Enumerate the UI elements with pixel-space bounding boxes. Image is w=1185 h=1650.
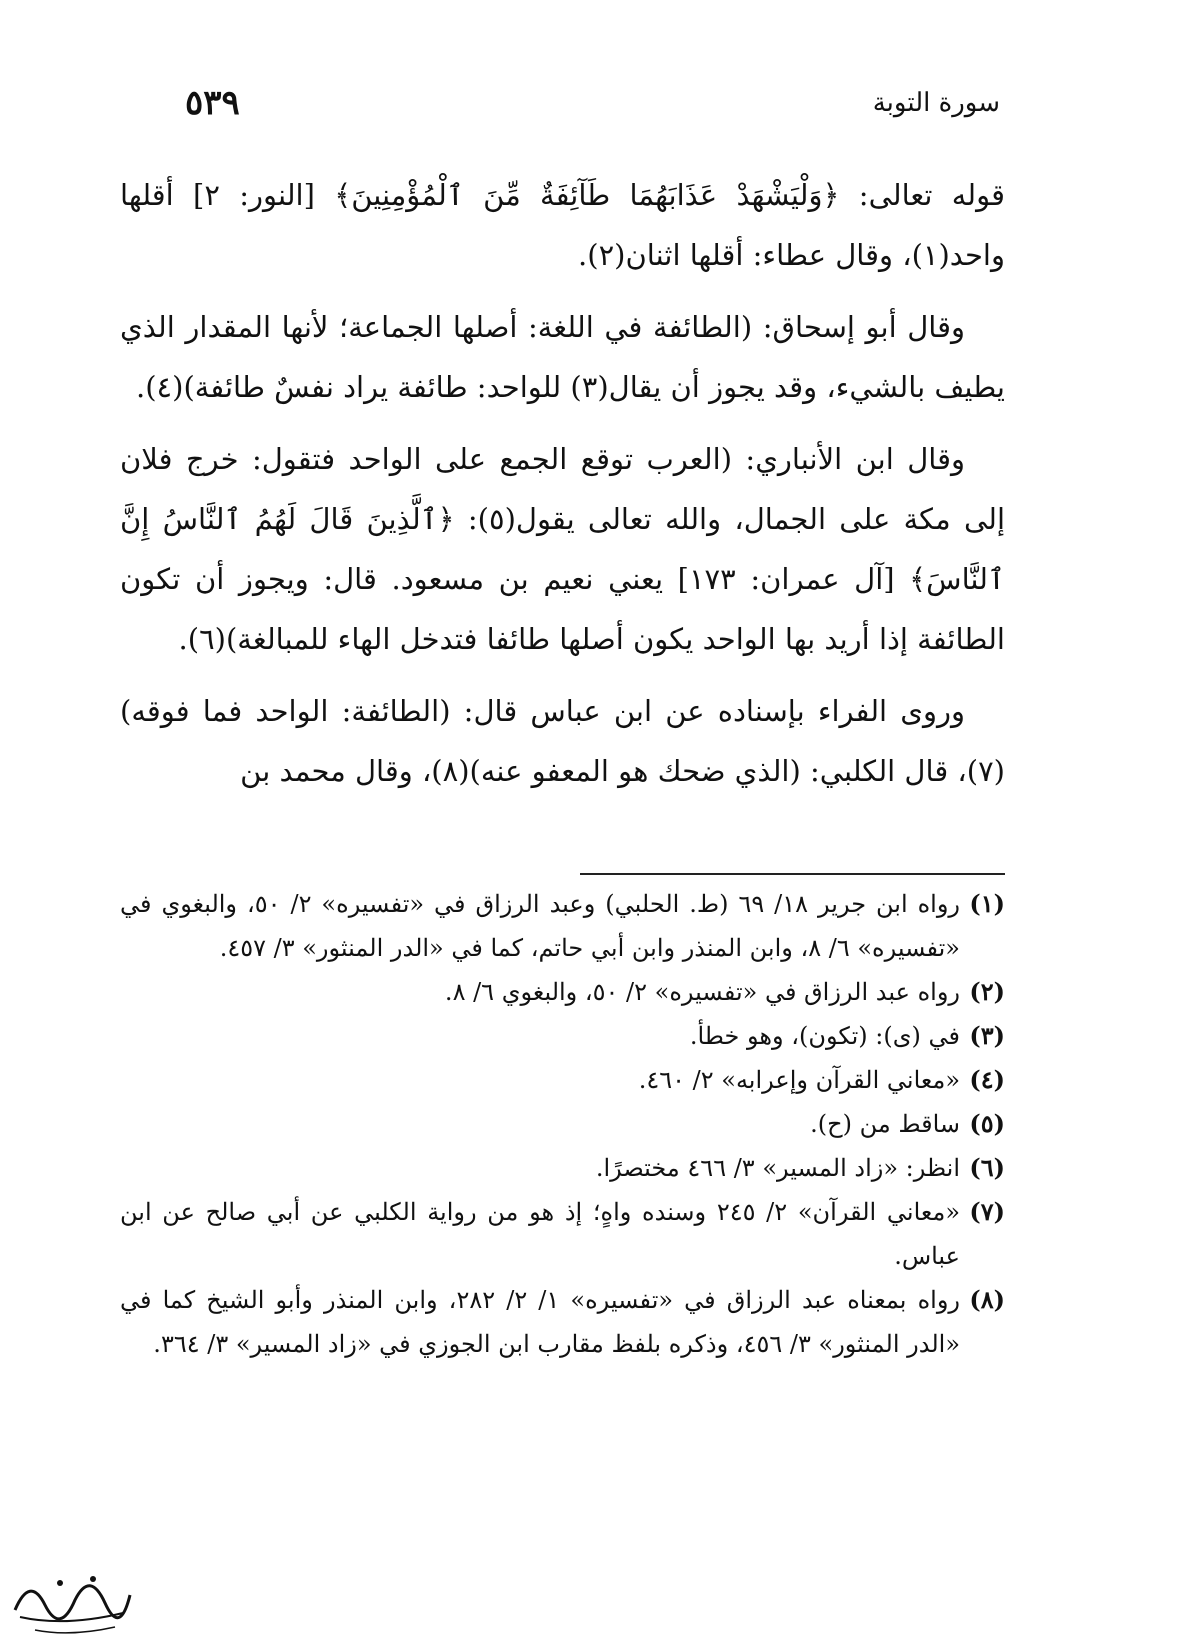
footnote-item [120, 1014, 1005, 1058]
footnote-number: (٥) [969, 1109, 1005, 1138]
footnote-number: (١) [969, 889, 1005, 918]
footnote-item [120, 882, 1005, 970]
footnote-number: (٤) [969, 1065, 1005, 1094]
footnote-item [120, 1058, 1005, 1102]
footnote-item [120, 970, 1005, 1014]
footnote-number: (٢) [969, 977, 1005, 1006]
paragraph-3: وقال ابن الأنباري: (العرب توقع الجمع على الواحد فتقول: خرج فلان إلى مكة على الجمال، والله تعالى يقول(٥): ﴿ٱلَّذِينَ قَالَ لَهُمُ ٱلنَّاسُ إِنَّ ٱلنَّاسَ﴾ [آل عمران: ١٧٣] يعني نعيم بن مسعود. قال: ويجوز أن تكون الطائفة إذا أريد بها الواحد يكون أصلها طائفا فتدخل الهاء للمبالغة)(٦). [120, 442, 1006, 656]
footnote-text: رواه عبد الرزاق في «تفسيره» ٢/ ٥٠، والبغوي ٦/ ٨. [444, 978, 960, 1006]
footnote-number: (٦) [969, 1153, 1005, 1182]
footnote-text: في (ى): (تكون)، وهو خطأ. [689, 1022, 960, 1050]
page-header [185, 78, 1000, 128]
footnote-item [120, 1190, 1005, 1278]
footnote-item [120, 1278, 1005, 1366]
main-text [120, 165, 1005, 813]
paragraph-2: وقال أبو إسحاق: (الطائفة في اللغة: أصلها الجماعة؛ لأنها المقدار الذي يطيف بالشيء، وقد يجوز أن يقال(٣) للواحد: طائفة يراد نفسٌ طائفة)(٤). [120, 310, 1005, 404]
page-number: ٥٣٩ [185, 83, 240, 123]
footnote-number: (٨) [969, 1285, 1005, 1314]
footnote-number: (٧) [969, 1197, 1005, 1226]
footnote-item [120, 1102, 1005, 1146]
footnote-text: ساقط من (ح). [810, 1110, 960, 1138]
footnote-item [120, 1146, 1005, 1190]
footnote-text: انظر: «زاد المسير» ٣/ ٤٦٦ مختصرًا. [595, 1154, 960, 1182]
footnote-text: رواه بمعناه عبد الرزاق في «تفسيره» ١/ ٢/ ٢٨٢، وابن المنذر وأبو الشيخ كما في «الدر المنثور» ٣/ ٤٥٦، وذكره بلفظ مقارب ابن الجوزي في «زاد المسير» ٣/ ٣٦٤. [120, 1286, 961, 1358]
paragraph-1: قوله تعالى: ﴿وَلْيَشْهَدْ عَذَابَهُمَا طَآئِفَةٌ مِّنَ ٱلْمُؤْمِنِينَ﴾ [النور: ٢] أقلها واحد(١)، وقال عطاء: أقلها اثنان(٢). [120, 178, 1005, 272]
paragraph-4: وروى الفراء بإسناده عن ابن عباس قال: (الطائفة: الواحد فما فوقه)(٧)، قال الكلبي: (الذي ضحك هو المعفو عنه)(٨)، وقال محمد بن [120, 694, 1005, 788]
footnote-number: (٣) [969, 1021, 1005, 1050]
surah-title: سورة التوبة [872, 88, 1000, 118]
footnote-text: رواه ابن جرير ١٨/ ٦٩ (ط. الحلبي) وعبد الرزاق في «تفسيره» ٢/ ٥٠، والبغوي في «تفسيره» ٦/ ٨، وابن المنذر وابن أبي حاتم، كما في «الدر المنثور» ٣/ ٤٥٧. [120, 890, 960, 962]
footnote-text: «معاني القرآن وإعرابه» ٢/ ٤٦٠. [638, 1066, 960, 1094]
footnote-divider [580, 873, 1005, 875]
footnotes [120, 882, 1005, 1366]
footnote-text: «معاني القرآن» ٢/ ٢٤٥ وسنده واهٍ؛ إذ هو من رواية الكلبي عن أبي صالح عن ابن عباس. [120, 1198, 960, 1270]
almoshaheer-logo-icon [5, 1555, 135, 1640]
